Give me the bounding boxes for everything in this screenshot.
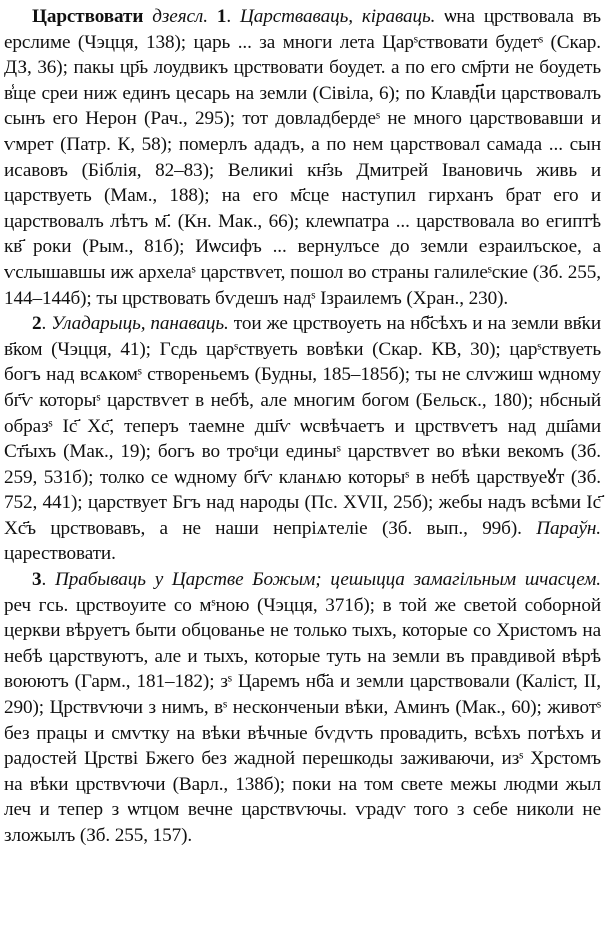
sense-1-paragraph: Царствовати дзеясл. 1. Царстваваць, кіраваць. ѡна црствовала въ ерслиме (Чэцця, 138); царь ... за многи лета Царˢствовати будетˢ (Скар. ДЗ, 36); пакы цр҃ь лоудвикъ црствовати боудет. а по его см҃рти не боудеть в̾ще среи ниж единъ цесарь на земли (Сівіла, 6); по Клавдꙇ҃и царствовалъ сынъ его Нерон (Рач., 295); тот довладбердеˢ не много царствовавши и ѵмрет (Патр. К, 58); померлъ ададъ, а по нем царствовал самада ... сын исавовъ (Біблія, 82–83); Великиі кн҃зь Дмитрей Івановичь живь и царствуеть (Мам., 188); на его м҃сце наступил гирханъ брат его и царствовалъ лѣтъ м҃. (Кн. Мак., 66); клеѡпатра ... царствовала во египтѣ кв҃ роки (Рым., 81б); Иѡсифъ ... вернулъсе до земли езраилъское, а ѵслышавшы иж архелаˢ царствѵет, пошол во страны галилеˢские (Зб. 255, 144–144б); ты црствовать бѵдешъ надˢ Ізраилемъ (Хран., 230). xyxy=(4,6,602,309)
sense-2-paragraph: 2. Уладарыць, панаваць. тои же црствоуеть на нб҃сѣхъ и на земли вв҃ки в҃ком (Чэцця, 41); Гсдь царˢствуеть вовѣки (Скар. КВ, 30); царˢствуеть богъ над всѧкомˢ створеньемъ (Будны, 185–185б); ты не слѵжиш ѡдному бг҃ѵ которыˢ царствѵет в небѣ, але многим богом (Бельск., 180); нбсный образˢ Іс҃ Хс҃, теперъ таемне дш҃ѵ ѡсвѣчаетъ и црствѵетъ над дш҃ами Ст҃ыхъ (Мак., 19); богъ во троˢци единыˢ царствѵет во вѣки векомъ (Зб. 259, 531б); толко се ѡдному бг҃ѵ кланѧю которыˢ в небѣ царствуеꙋт (Зб. 752, 441); царствует Бгъ над народы (Пс. XVII, 25б); жебы надъ всѣми Іс҃ Хс҃ъ црствовавъ, а не наши непріѧтеліе (Зб. вып., 99б). Параўн. царествовати. xyxy=(4,313,602,565)
part-of-speech: дзеясл. xyxy=(152,6,208,27)
sense-2-gloss: Уладарыць, панаваць. xyxy=(51,313,229,335)
sense-2-compare-label: Параўн. xyxy=(536,517,601,539)
sense-2-citations: тои же црствоуеть на нб҃сѣхъ и на земли вв҃ки в҃ком (Чэцця, 41); Гсдь царˢствуеть вовѣки (Скар. КВ, 30); царˢствуеть богъ над всѧкомˢ створеньемъ (Будны, 185–185б); ты не слѵжиш ѡдному бг҃ѵ которыˢ царствѵет в небѣ, але многим богом (Бельск., 180); нбсный образˢ Іс҃ Хс҃, теперъ таемне дш҃ѵ ѡсвѣчаетъ и црствѵетъ над дш҃ами Ст҃ыхъ (Мак., 19); богъ во троˢци единыˢ царствѵет во вѣки векомъ (Зб. 259, 531б); толко се ѡдному бг҃ѵ кланѧю которыˢ в небѣ царствуеꙋт (Зб. 752, 441); царствует Бгъ над народы (Пс. XVII, 25б); жебы надъ всѣми Іс҃ Хс҃ъ црствовавъ, а не наши непріѧтеліе (Зб. вып., 99б). xyxy=(4,313,602,539)
sense-1-number: 1 xyxy=(216,6,227,27)
sense-1-gloss: Царстваваць, кіраваць. xyxy=(239,6,436,27)
sense-2-compare-word: царествовати. xyxy=(4,543,116,565)
sense-1-citations: ѡна црствовала въ ерслиме (Чэцця, 138); царь ... за многи лета Царˢствовати будетˢ (Скар. ДЗ, 36); пакы цр҃ь лоудвикъ црствовати боудет. а по его см҃рти не боудеть в̾ще среи ниж единъ цесарь на земли (Сівіла, 6); по Клавдꙇ҃и царствовалъ сынъ его Нерон (Рач., 295); тот довладбердеˢ не много царствовавши и ѵмрет (Патр. К, 58); померлъ ададъ, а по нем царствовал самада ... сын исавовъ (Біблія, 82–83); Великиі кн҃зь Дмитрей Івановичь живь и царствуеть (Мам., 188); на его м҃сце наступил гирханъ брат его и царствовалъ лѣтъ м҃. (Кн. Мак., 66); клеѡпатра ... царствовала во египтѣ кв҃ роки (Рым., 81б); Иѡсифъ ... вернулъсе до земли езраилъское, а ѵслышавшы иж архелаˢ царствѵет, пошол во страны галилеˢские (Зб. 255, 144–144б); ты црствовать бѵдешъ надˢ Ізраилемъ (Хран., 230). xyxy=(4,6,602,309)
sense-3-paragraph: 3. Прабываць у Царстве Божым; цешыцца замагільным шчасцем. реч гсь. црствоуите со мˢною (Чэцця, 371б); в той же светой соборной церкви вѣруетъ быти обцованье не только тыхъ, которые со Христомъ на небѣ царствуютъ, але и тыхъ, которые туть на земли въ правдивой вѣрѣ воюютъ (Гарм., 181–182); зˢ Царемъ нб҃а и земли царствовали (Каліст, II, 290); Црствѵючи з нимъ, вˢ несконченыи вѣки, Аминъ (Мак., 60); животˢ без працы и смѵтку на вѣки вѣчные бѵдѵть провадить, всѣхъ потѣхъ и радостей Црстві Бжего без жадной перешкоды заживаючи, изˢ Хрстомъ на вѣки црствѵючи (Варл., 138б); поки на том свете межы людми жыл леч и тепер з ѡтцом вечне царствѵючы. ѵрадѵ того з себе николи не зложылъ (Зб. 255, 157). xyxy=(4,569,601,846)
sense-3-citations: реч гсь. црствоуите со мˢною (Чэцця, 371б); в той же светой соборной церкви вѣруетъ быти обцованье не только тыхъ, которые со Христомъ на небѣ царствуютъ, але и тыхъ, которые туть на земли въ правдивой вѣрѣ воюютъ (Гарм., 181–182); зˢ Царемъ нб҃а и земли царствовали (Каліст, II, 290); Црствѵючи з нимъ, вˢ несконченыи вѣки, Аминъ (Мак., 60); животˢ без працы и смѵтку на вѣки вѣчные бѵдѵть провадить, всѣхъ потѣхъ и радостей Црстві Бжего без жадной перешкоды заживаючи, изˢ Хрстомъ на вѣки црствѵючи (Варл., 138б); поки на том свете межы людми жыл леч и тепер з ѡтцом вечне царствѵючы. ѵрадѵ того з себе николи не зложылъ (Зб. 255, 157). xyxy=(4,594,601,846)
sense-3-gloss: Прабываць у Царстве Божым; цешыцца замагільным шчасцем. xyxy=(55,569,601,591)
sense-3-number: 3 xyxy=(32,569,42,591)
headword: Царствовати xyxy=(32,6,144,27)
sense-2-number: 2 xyxy=(32,313,42,335)
